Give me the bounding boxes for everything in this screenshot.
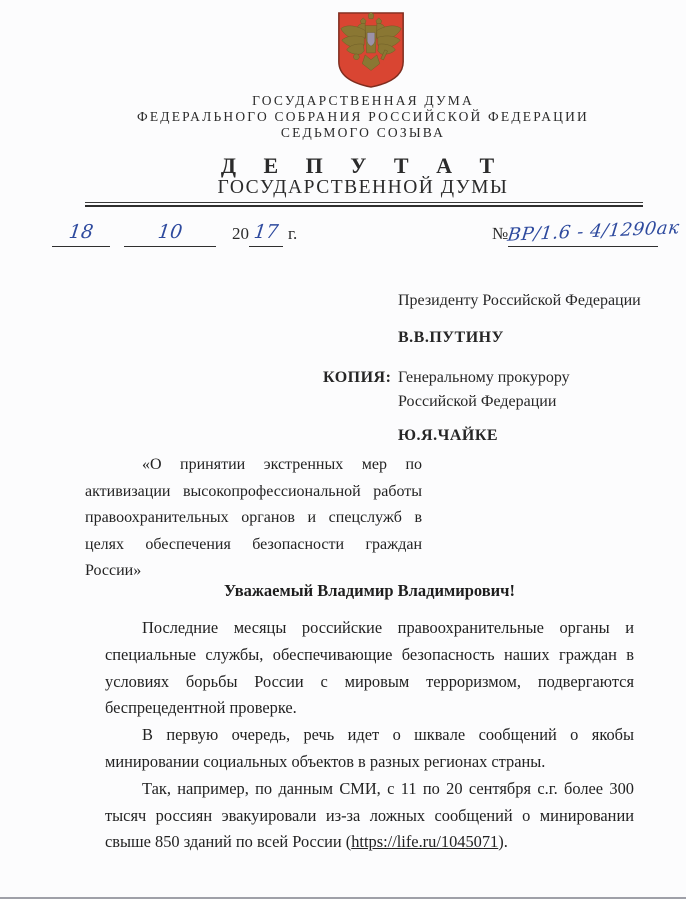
russia-coat-of-arms-icon — [335, 11, 407, 89]
date-month-field — [124, 220, 216, 247]
paragraph3-text-after-link: ). — [498, 832, 508, 852]
handwritten-document-number: ВР/1.6 - 4/1290ак — [506, 217, 681, 246]
handwritten-day: 18 — [67, 221, 95, 243]
salutation: Уважаемый Владимир Владимирович! — [224, 581, 515, 600]
org-name-line2: ФЕДЕРАЛЬНОГО СОБРАНИЯ РОССИЙСКОЙ ФЕДЕРАЦИИ — [137, 109, 589, 124]
letter-subject: «О принятии экстренных мер по активизации высокопрофессиональной работы правоохранительных органов и спецслужб в целях обеспечения безопасности граждан России» — [85, 456, 422, 579]
letter-body — [105, 615, 634, 856]
copy-title-line1: Генеральному прокурору — [398, 369, 570, 386]
copy-label: КОПИЯ: — [323, 369, 392, 386]
copy-recipient-title — [398, 366, 570, 414]
copy-title-line2: Российской Федерации — [398, 393, 557, 410]
org-name-line3: СЕДЬМОГО СОЗЫВА — [280, 125, 446, 140]
deputy-title: Д Е П У Т А Т — [220, 153, 506, 178]
date-line — [52, 220, 297, 248]
date-year-field — [249, 220, 283, 247]
number-sign: № — [492, 224, 509, 243]
handwritten-year: 17 — [252, 221, 280, 243]
document-number-line — [492, 217, 681, 248]
recipient-name: В.В.ПУТИНУ — [398, 329, 504, 346]
letterhead — [40, 93, 686, 198]
recipient-title: Президенту Российской Федерации — [398, 292, 641, 309]
recipient-block — [323, 289, 643, 447]
copy-recipient-name: Ю.Я.ЧАЙКЕ — [398, 427, 499, 444]
year-label: г. — [288, 224, 298, 243]
paragraph3-text-before-link: Так, например, по данным СМИ, с 11 по 20 сентября с.г. более 300 тысяч россиян эвакуировали из-за ложных сообщений о минировании свыше 850 зданий по всей России ( — [105, 778, 634, 852]
date-day-field — [52, 220, 110, 247]
document-number-field — [506, 217, 681, 247]
source-url: https://life.ru/1045071 — [351, 832, 499, 852]
body-paragraph-1: Последние месяцы российские правоохранительные органы и специальные службы, обеспечивающие безопасность наших граждан в условиях борьбы России с мировым терроризмом, подвергаются беспрецедентной проверке. — [105, 618, 634, 718]
body-paragraph-3 — [105, 776, 634, 856]
copy-row — [323, 366, 643, 414]
org-name-line1: ГОСУДАРСТВЕННАЯ ДУМА — [252, 93, 474, 108]
letterhead-divider-rule — [85, 202, 643, 207]
body-paragraph-2: В первую очередь, речь идет о шквале сообщений о якобы минировании социальных объектов в разных регионах страны. — [105, 725, 634, 771]
year-prefix: 20 — [232, 224, 249, 243]
deputy-subtitle: ГОСУДАРСТВЕННОЙ ДУМЫ — [217, 177, 509, 198]
handwritten-month: 10 — [156, 221, 184, 243]
